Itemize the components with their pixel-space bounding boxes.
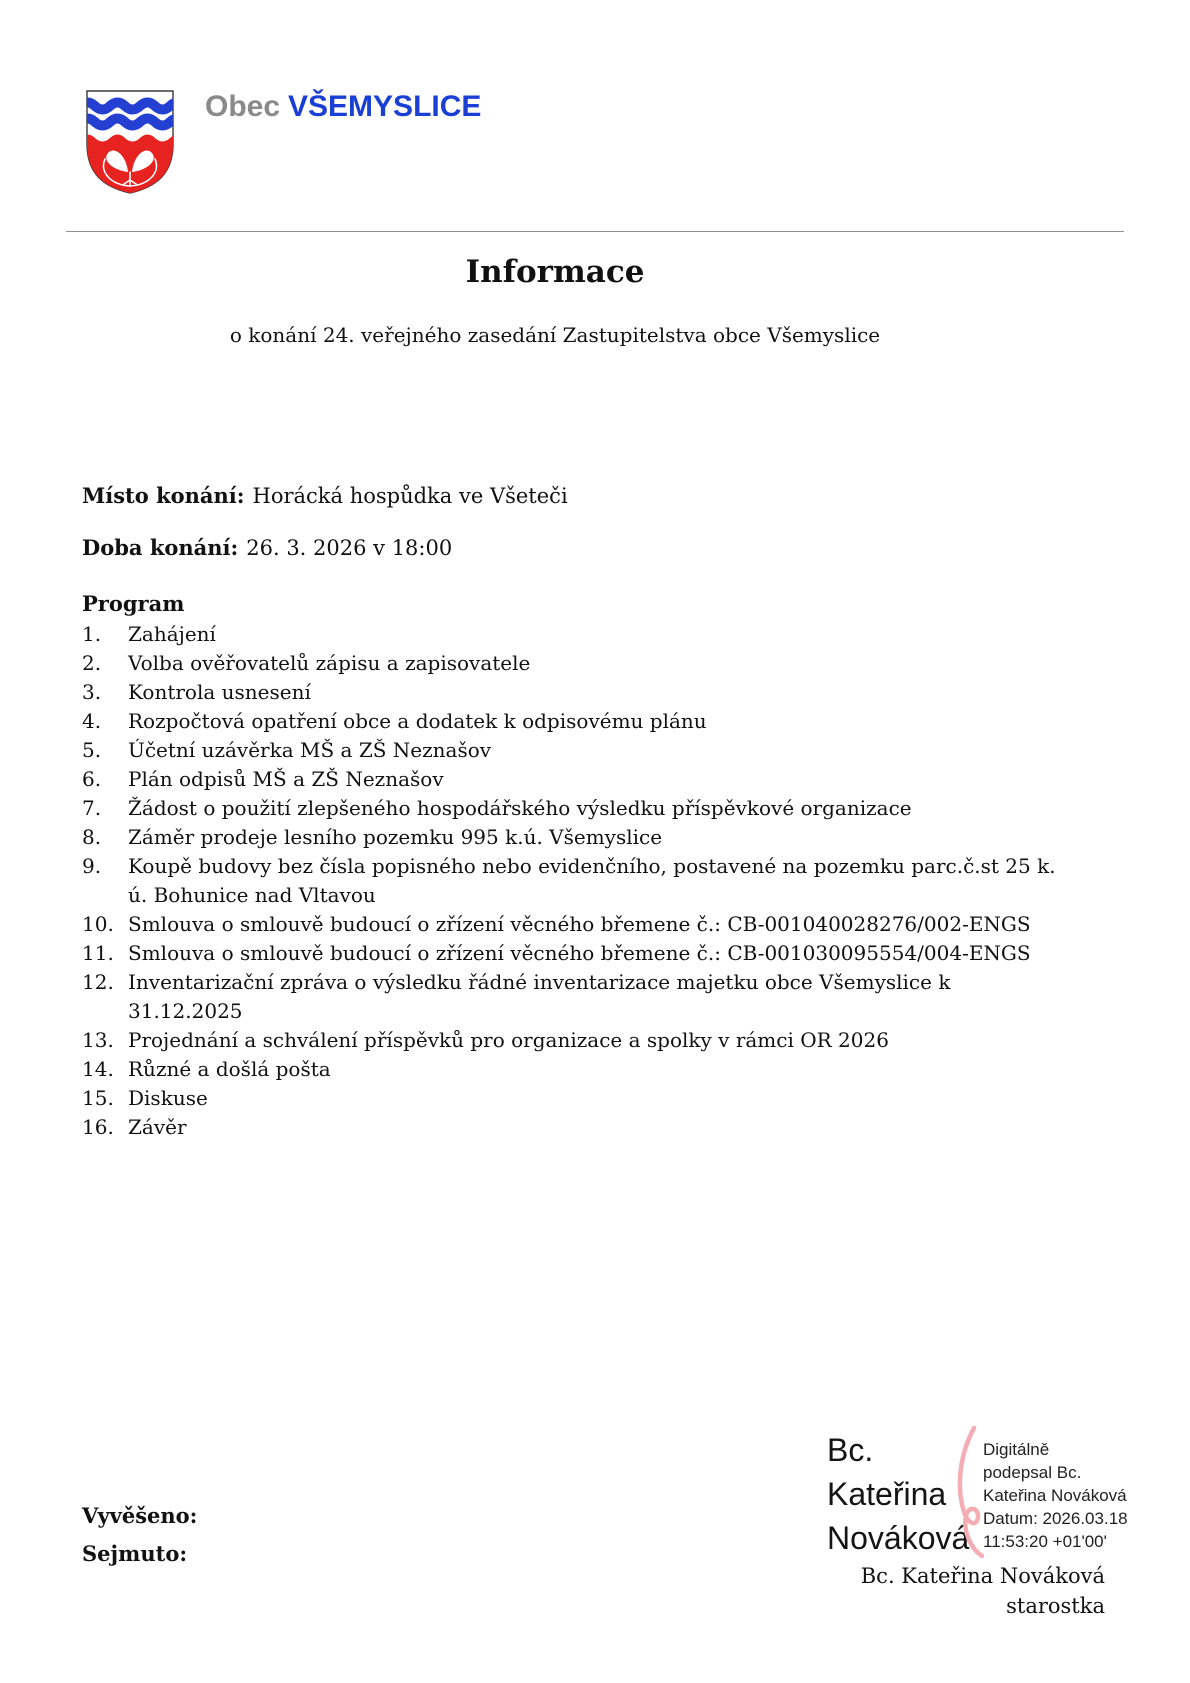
list-item <box>82 765 1057 794</box>
item-text: Projednání a schválení příspěvků pro organizace a spolky v rámci OR 2026 <box>128 1028 889 1052</box>
page-subtitle: o konání 24. veřejného zasedání Zastupitelstva obce Všemyslice <box>229 323 881 347</box>
item-number: 4. <box>82 709 102 733</box>
header-divider <box>66 231 1124 232</box>
list-item <box>82 707 1057 736</box>
list-item <box>82 649 1057 678</box>
place-label: Místo konání: <box>82 483 245 508</box>
item-text: Záměr prodeje lesního pozemku 995 k.ú. Všemyslice <box>128 825 663 849</box>
meeting-place-line <box>82 482 568 510</box>
list-item <box>82 1026 1057 1055</box>
item-text: Kontrola usnesení <box>128 680 311 704</box>
stamp-detail-line: Digitálně <box>983 1440 1050 1459</box>
page-title: Informace <box>465 254 645 290</box>
item-number: 11. <box>82 941 114 965</box>
item-text: Žádost o použití zlepšeného hospodářského výsledku příspěvkové organizace <box>128 796 912 820</box>
posted-label: Vyvěšeno: <box>82 1503 198 1528</box>
item-text: Účetní uzávěrka MŠ a ZŠ Neznašov <box>128 738 492 762</box>
item-number: 15. <box>82 1086 114 1110</box>
item-text: Různé a došlá pošta <box>128 1057 331 1081</box>
item-text: Volba ověřovatelů zápisu a zapisovatele <box>128 651 531 675</box>
item-number: 7. <box>82 796 102 820</box>
item-number: 12. <box>82 970 114 994</box>
item-text: Smlouva o smlouvě budoucí o zřízení věcného břemene č.: CB-001040028276/002-ENGS <box>128 912 1031 936</box>
digital-signature-details <box>983 1438 1128 1553</box>
stamp-name-line: Nováková <box>827 1520 970 1556</box>
item-text: Plán odpisů MŠ a ZŠ Neznašov <box>128 767 444 791</box>
item-number: 10. <box>82 912 114 936</box>
signer-role: starostka <box>1006 1594 1105 1618</box>
org-name: VŠEMYSLICE <box>288 90 482 123</box>
org-prefix: Obec <box>205 90 281 123</box>
stamp-detail-line: Datum: 2026.03.18 <box>983 1509 1128 1528</box>
time-value: 26. 3. 2026 v 18:00 <box>246 536 453 560</box>
signer-name: Bc. Kateřina Nováková <box>860 1564 1105 1588</box>
list-item <box>82 794 1057 823</box>
list-item <box>82 939 1057 968</box>
item-number: 3. <box>82 680 102 704</box>
item-text: Zahájení <box>128 622 216 646</box>
item-number: 2. <box>82 651 102 675</box>
item-text: Koupě budovy bez čísla popisného nebo evidenčního, postavené na pozemku parc.č.st 25 k. ú. Bohunice nad Vltavou <box>128 854 1056 907</box>
list-item <box>82 910 1057 939</box>
item-number: 6. <box>82 767 102 791</box>
program-heading: Program <box>82 591 185 616</box>
list-item <box>82 1055 1057 1084</box>
item-number: 14. <box>82 1057 114 1081</box>
time-label: Doba konání: <box>82 535 239 560</box>
item-text: Inventarizační zpráva o výsledku řádné inventarizace majetku obce Všemyslice k 31.12.2025 <box>128 970 951 1023</box>
list-item <box>82 1084 1057 1113</box>
list-item <box>82 968 1057 1026</box>
item-text: Diskuse <box>128 1086 208 1110</box>
place-value: Horácká hospůdka ve Všeteči <box>252 484 568 508</box>
list-item <box>82 852 1057 910</box>
list-item <box>82 620 1057 649</box>
digital-signature-name <box>827 1428 969 1560</box>
item-text: Závěr <box>128 1115 187 1139</box>
meeting-time-line <box>82 534 452 562</box>
list-item <box>82 823 1057 852</box>
stamp-detail-line: podepsal Bc. <box>983 1463 1082 1482</box>
municipality-coat-of-arms-icon <box>84 88 176 196</box>
item-text: Smlouva o smlouvě budoucí o zřízení věcného břemene č.: CB-001030095554/004-ENGS <box>128 941 1031 965</box>
item-number: 8. <box>82 825 102 849</box>
signature-flourish-icon <box>950 1424 984 1566</box>
item-number: 16. <box>82 1115 114 1139</box>
item-number: 13. <box>82 1028 114 1052</box>
item-number: 1. <box>82 622 102 646</box>
org-title <box>205 90 481 124</box>
list-item <box>82 1113 1057 1142</box>
stamp-detail-line: 11:53:20 +01'00' <box>983 1532 1107 1551</box>
item-text: Rozpočtová opatření obce a dodatek k odpisovému plánu <box>128 709 707 733</box>
list-item <box>82 736 1057 765</box>
stamp-detail-line: Kateřina Nováková <box>983 1486 1127 1505</box>
list-item <box>82 678 1057 707</box>
stamp-name-line: Bc. <box>827 1432 874 1468</box>
program-list <box>82 620 1057 1142</box>
item-number: 9. <box>82 854 102 878</box>
removed-label: Sejmuto: <box>82 1541 188 1566</box>
stamp-name-line: Kateřina <box>827 1476 947 1512</box>
item-number: 5. <box>82 738 102 762</box>
